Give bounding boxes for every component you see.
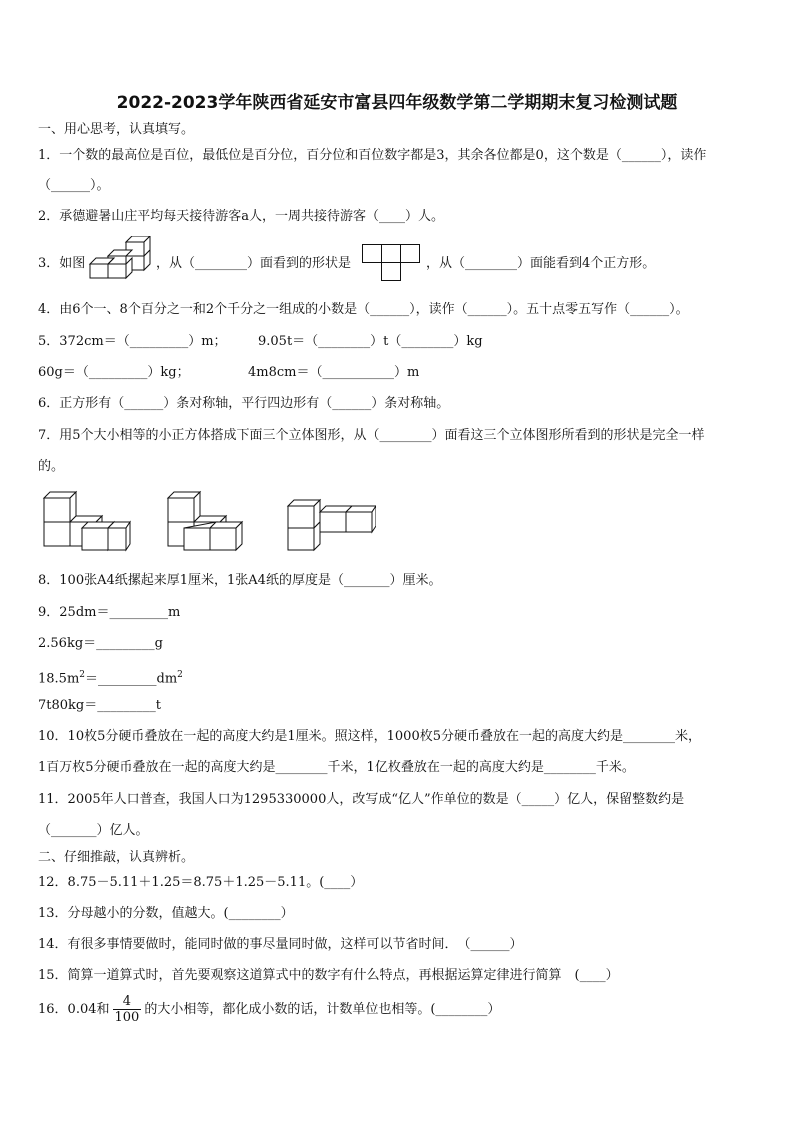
- question-1-line-1: 1．一个数的最高位是百位，最低位是百分位，百分位和百位数字都是3，其余各位都是0，这个数是（______），读作: [38, 148, 707, 163]
- cube-stack-figure: [86, 236, 152, 284]
- question-9-part-b: 2.56kg＝_________g: [38, 636, 163, 651]
- page-title: 2022-2023学年陕西省延安市富县四年级数学第二学期期末复习检测试题: [116, 93, 678, 113]
- question-11-line-1: 11．2005年人口普查，我国人口为1295330000人，改写成“亿人”作单位的数是（_____）亿人，保留整数约是: [38, 792, 685, 807]
- question-3-middle: ，从（________）面看到的形状是: [156, 256, 352, 271]
- question-8: 8．100张A4纸摞起来厚1厘米，1张A4纸的厚度是（_______）厘米。: [38, 573, 442, 588]
- question-6: 6．正方形有（______）条对称轴，平行四边形有（______）条对称轴。: [38, 396, 450, 411]
- question-9-part-d: 7t80kg＝_________t: [38, 698, 161, 713]
- section-1-heading: 一、用心思考，认真填写。: [38, 122, 195, 137]
- question-1-line-2: （______）。: [38, 178, 110, 193]
- question-10-line-2: 1百万枚5分硬币叠放在一起的高度大约是________千米，1亿枚叠放在一起的高度大约是________千米。: [38, 760, 635, 775]
- question-2: 2．承德避暑山庄平均每天接待游客a人，一周共接待游客（____）人。: [38, 209, 445, 224]
- question-9-part-a: 9．25dm＝_________m: [38, 605, 181, 620]
- question-5-part-c: 60g＝（_________）kg；: [38, 365, 190, 380]
- question-5-part-d: 4m8cm＝（___________）m: [248, 365, 420, 380]
- question-14: 14．有很多事情要做时，能同时做的事尽量同时做，这样可以节省时间． （______）: [38, 937, 523, 952]
- question-5-part-b: 9.05t＝（________）t（________）kg: [258, 334, 483, 349]
- question-16: 16．0.04和 $\frac{4}{100}$ 的大小相等，都化成小数的话，计数单位也相等。(________）: [38, 994, 501, 1025]
- solid-figure-2: [164, 488, 256, 554]
- question-15: 15．简算一道算式时，首先要观察这道算式中的数字有什么特点，再根据运算定律进行简算 (____）: [38, 968, 619, 983]
- solid-figure-1: [40, 488, 132, 554]
- section-2-heading: 二、仔细推敲，认真辨析。: [38, 850, 195, 865]
- question-12: 12．8.75－5.11＋1.25＝8.75＋1.25－5.11。(____）: [38, 875, 364, 890]
- view-shape-figure: [362, 244, 422, 282]
- question-3-suffix: ，从（________）面能看到4个正方形。: [426, 256, 656, 271]
- question-9-part-c: $18.5m^2=\_\_\_\_\_\_\_\_\_dm^2$: [38, 670, 183, 687]
- question-7-line-2: 的。: [38, 459, 65, 474]
- question-10-line-1: 10．10枚5分硬币叠放在一起的高度大约是1厘米。照这样，1000枚5分硬币叠放在一起的高度大约是________米，: [38, 729, 701, 744]
- question-13: 13．分母越小的分数，值越大。(________）: [38, 906, 294, 921]
- question-3-prefix: 3．如图: [38, 256, 86, 271]
- solid-figure-3: [284, 494, 376, 556]
- question-7-line-1: 7．用5个大小相等的小正方体搭成下面三个立体图形，从（________）面看这三个立体图形所看到的形状是完全一样: [38, 428, 705, 443]
- fraction-4-over-100: $\frac{4}{100}$: [114, 994, 140, 1025]
- question-5-part-a: 5．372cm＝（_________）m；: [38, 334, 227, 349]
- question-11-line-2: （_______）亿人。: [38, 823, 149, 838]
- question-4: 4．由6个一、8个百分之一和2个千分之一组成的小数是（______），读作（______）。五十点零五写作（______）。: [38, 302, 689, 317]
